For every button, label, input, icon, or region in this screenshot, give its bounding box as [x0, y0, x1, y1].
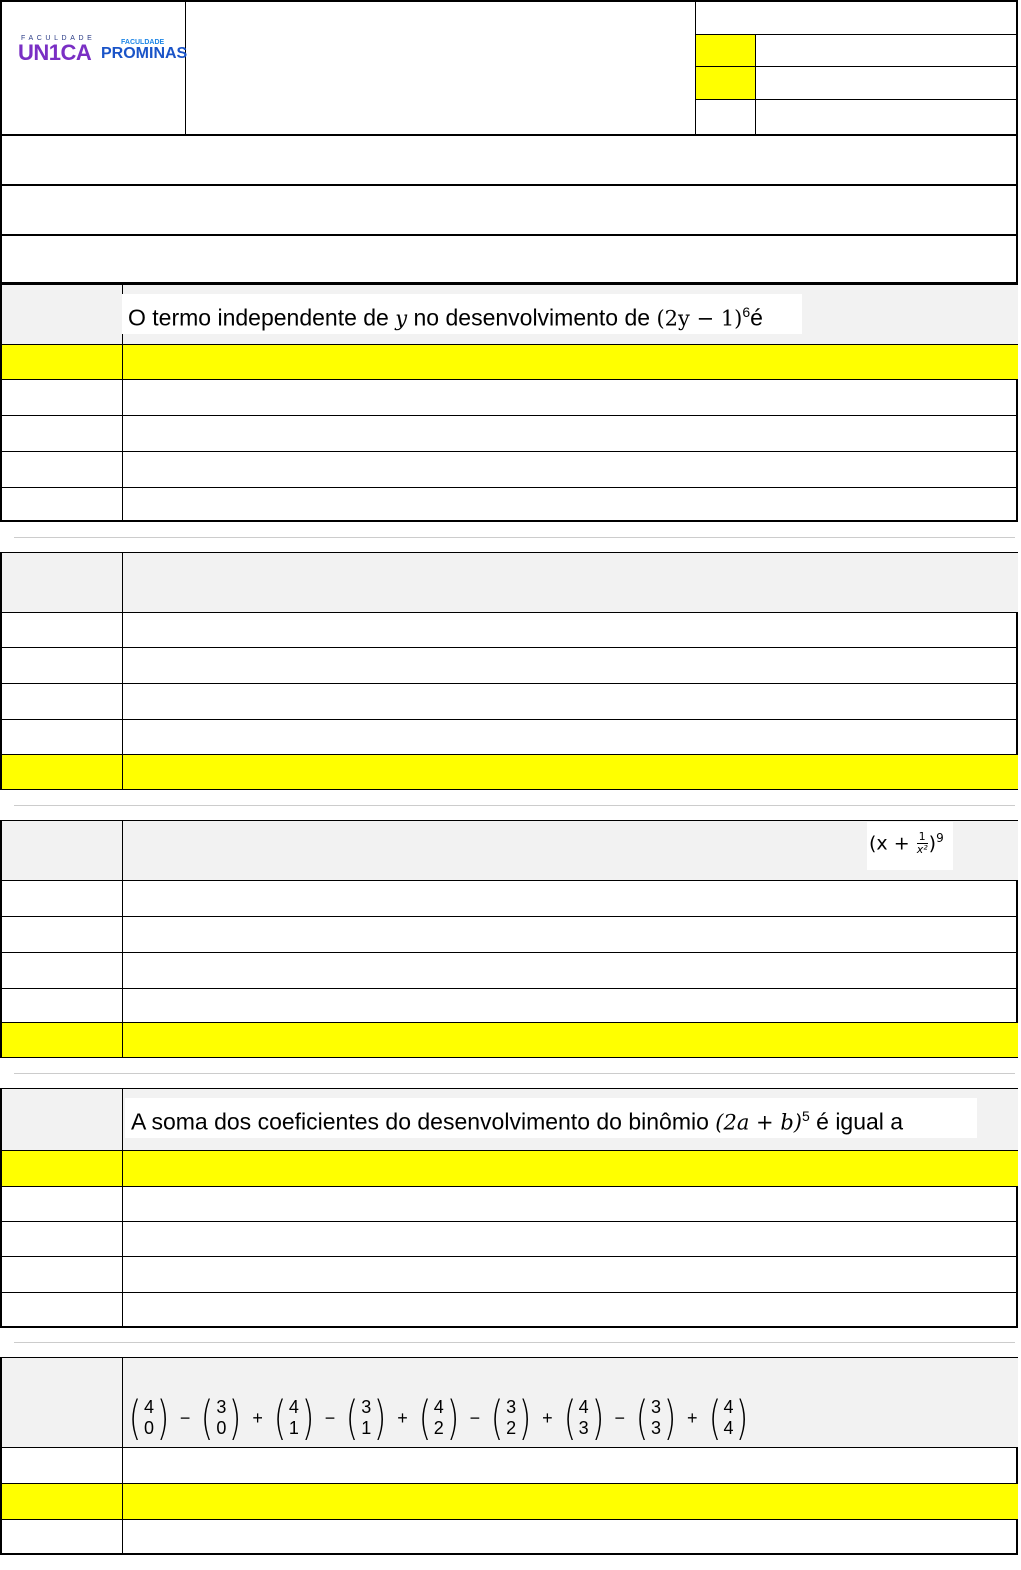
- binomial-k: 4: [723, 1418, 734, 1438]
- answer-option-row[interactable]: [2, 1519, 1018, 1554]
- binomial-n: 3: [361, 1397, 372, 1417]
- answer-option-row[interactable]: [2, 415, 1018, 451]
- option-letter-cell: [2, 1257, 123, 1292]
- binomial-stack: [579, 1397, 589, 1439]
- option-letter-cell: [2, 416, 123, 451]
- right-paren: ): [446, 1391, 459, 1445]
- option-letter-cell: [2, 1293, 123, 1327]
- left-paren: (: [128, 1391, 142, 1445]
- answer-option-row[interactable]: [2, 451, 1018, 487]
- info-cell: [696, 2, 1018, 134]
- right-paren: ): [518, 1391, 532, 1445]
- option-letter-cell: [2, 1023, 123, 1057]
- math-operator: −: [324, 1407, 336, 1428]
- question-statement-row: [2, 553, 1018, 612]
- info-row: [696, 100, 1018, 134]
- binomial-coefficient: [416, 1391, 462, 1445]
- option-letter-cell: [2, 917, 123, 952]
- statement-text: A soma dos coeficientes do desenvolvimento do binômio: [131, 1108, 716, 1135]
- left-paren: (: [490, 1391, 504, 1445]
- math-exponent: 6: [742, 304, 751, 320]
- answer-option-row[interactable]: [2, 754, 1018, 789]
- question-3-expression: [867, 822, 953, 870]
- right-paren: ): [373, 1391, 387, 1445]
- option-letter-cell: [2, 648, 123, 683]
- header-field-row: [2, 184, 1018, 234]
- binomial-coefficient: [561, 1391, 607, 1445]
- answer-option-row[interactable]: [2, 344, 1018, 379]
- binomial-coefficient: [343, 1391, 389, 1445]
- info-row: [696, 2, 1018, 35]
- binomial-k: 2: [506, 1418, 517, 1438]
- question-separator: [14, 537, 1015, 538]
- math-variable: y: [395, 306, 408, 331]
- binomial-k: 1: [288, 1418, 299, 1438]
- math-expression: (2y − 1): [656, 306, 743, 331]
- binomial-k: 0: [216, 1418, 227, 1438]
- math-operator: −: [179, 1407, 191, 1428]
- option-letter-cell: [2, 989, 123, 1022]
- question-separator: [14, 1073, 1015, 1074]
- math-operator: +: [397, 1407, 408, 1428]
- binomial-stack: [361, 1397, 371, 1439]
- answer-option-row[interactable]: [2, 647, 1018, 683]
- answer-option-row[interactable]: [2, 1447, 1018, 1483]
- question-1-statement: [122, 294, 802, 334]
- binomial-coefficient: [488, 1391, 534, 1445]
- binomial-stack: [723, 1397, 733, 1439]
- logo-faculdade-side: FACULDADE: [121, 39, 165, 46]
- left-paren: (: [201, 1391, 214, 1445]
- option-letter-cell: [2, 881, 123, 916]
- binomial-k: 1: [361, 1418, 372, 1438]
- question-statement-row: [2, 821, 1018, 880]
- right-paren: ): [229, 1391, 242, 1445]
- title-cell: [186, 2, 696, 134]
- math-expression: ): [928, 832, 937, 855]
- question-number-cell: [2, 821, 123, 880]
- question-separator: [14, 805, 1015, 806]
- question-number-cell: [2, 553, 123, 612]
- header-field-row: [2, 134, 1018, 184]
- answer-option-row[interactable]: [2, 683, 1018, 719]
- answer-option-row[interactable]: [2, 1150, 1018, 1186]
- option-letter-cell: [2, 452, 123, 487]
- math-fraction: [917, 831, 928, 856]
- info-swatch: [696, 67, 756, 99]
- info-row: [696, 35, 1018, 67]
- binomial-stack: [506, 1397, 516, 1439]
- left-paren: (: [708, 1391, 721, 1445]
- right-paren: ): [736, 1391, 749, 1445]
- binomial-stack: [144, 1397, 154, 1439]
- math-expression: (x +: [869, 832, 916, 855]
- binomial-coefficient: [706, 1391, 752, 1445]
- binomial-n: 4: [433, 1397, 444, 1417]
- answer-option-row[interactable]: [2, 1022, 1018, 1057]
- math-operator: +: [542, 1407, 553, 1428]
- binomial-n: 3: [506, 1397, 517, 1417]
- statement-text: é igual a: [809, 1108, 904, 1135]
- header-field-row: [2, 234, 1018, 284]
- statement-text: é: [750, 304, 763, 331]
- statement-text: no desenvolvimento de: [407, 304, 657, 331]
- question-number-cell: [2, 1089, 123, 1150]
- statement-text: O termo independente de: [128, 304, 396, 331]
- math-exponent: 9: [936, 831, 944, 845]
- math-operator: −: [469, 1407, 481, 1428]
- question-number-cell: [2, 1358, 123, 1447]
- binomial-stack: [434, 1397, 444, 1439]
- binomial-n: 4: [288, 1397, 299, 1417]
- info-swatch: [696, 35, 756, 66]
- answer-option-row[interactable]: [2, 880, 1018, 916]
- option-letter-cell: [2, 345, 123, 379]
- answer-option-row[interactable]: [2, 1483, 1018, 1519]
- question-5-binomial-expression: [126, 1392, 751, 1444]
- binomial-n: 4: [143, 1397, 154, 1417]
- option-letter-cell: [2, 1520, 123, 1554]
- option-letter-cell: [2, 755, 123, 789]
- left-paren: (: [418, 1391, 432, 1445]
- fraction-denominator: x²: [916, 843, 928, 857]
- answer-option-row[interactable]: [2, 988, 1018, 1022]
- answer-option-row[interactable]: [2, 1221, 1018, 1256]
- binomial-coefficient: [271, 1391, 317, 1445]
- question-block-3: [0, 820, 1018, 1058]
- fraction-numerator: 1: [918, 830, 926, 844]
- answer-option-row[interactable]: [2, 952, 1018, 988]
- question-separator: [14, 1342, 1015, 1343]
- answer-option-row[interactable]: [2, 1186, 1018, 1221]
- logo-faculdade-top: FACULDADE: [21, 35, 96, 42]
- option-letter-cell: [2, 684, 123, 719]
- binomial-n: 3: [651, 1397, 662, 1417]
- binomial-k: 2: [433, 1418, 444, 1438]
- question-4-statement: [125, 1098, 977, 1138]
- option-letter-cell: [2, 613, 123, 647]
- binomial-k: 3: [651, 1418, 662, 1438]
- option-letter-cell: [2, 1187, 123, 1221]
- answer-option-row[interactable]: [2, 916, 1018, 952]
- math-expression: (2a + b): [715, 1110, 802, 1135]
- option-letter-cell: [2, 953, 123, 988]
- info-swatch: [696, 100, 756, 134]
- left-paren: (: [635, 1391, 649, 1445]
- option-letter-cell: [2, 720, 123, 754]
- math-operator: +: [252, 1407, 263, 1428]
- binomial-coefficient: [633, 1391, 679, 1445]
- option-letter-cell: [2, 1448, 123, 1483]
- option-letter-cell: [2, 380, 123, 415]
- left-paren: (: [273, 1391, 287, 1445]
- document-header: [0, 0, 1018, 284]
- logo-unica: UN1CA: [18, 40, 92, 65]
- binomial-stack: [651, 1397, 661, 1439]
- binomial-coefficient: [198, 1391, 244, 1445]
- answer-option-row[interactable]: [2, 1292, 1018, 1327]
- answer-option-row[interactable]: [2, 612, 1018, 647]
- binomial-coefficient: [126, 1391, 172, 1445]
- binomial-k: 0: [143, 1418, 154, 1438]
- binomial-k: 3: [578, 1418, 589, 1438]
- right-paren: ): [591, 1391, 604, 1445]
- right-paren: ): [301, 1391, 315, 1445]
- right-paren: ): [156, 1391, 170, 1445]
- answer-option-row[interactable]: [2, 487, 1018, 521]
- option-letter-cell: [2, 488, 123, 521]
- question-block-5: [0, 1357, 1018, 1555]
- answer-option-row[interactable]: [2, 379, 1018, 415]
- binomial-n: 3: [216, 1397, 227, 1417]
- logo-prominas: PROMINAS: [101, 45, 188, 62]
- math-exponent: 5: [801, 1108, 810, 1124]
- logo-cell: [2, 2, 186, 134]
- binomial-n: 4: [578, 1397, 589, 1417]
- option-letter-cell: [2, 1484, 123, 1519]
- math-operator: +: [686, 1407, 698, 1428]
- binomial-stack: [216, 1397, 226, 1439]
- binomial-stack: [289, 1397, 299, 1439]
- question-number-cell: [2, 285, 123, 344]
- right-paren: ): [663, 1391, 677, 1445]
- left-paren: (: [346, 1391, 359, 1445]
- info-row: [696, 67, 1018, 100]
- math-operator: −: [614, 1407, 626, 1428]
- answer-option-row[interactable]: [2, 1256, 1018, 1292]
- option-letter-cell: [2, 1151, 123, 1186]
- left-paren: (: [563, 1391, 576, 1445]
- answer-option-row[interactable]: [2, 719, 1018, 754]
- binomial-n: 4: [723, 1397, 734, 1417]
- option-letter-cell: [2, 1222, 123, 1256]
- question-block-2: [0, 552, 1018, 790]
